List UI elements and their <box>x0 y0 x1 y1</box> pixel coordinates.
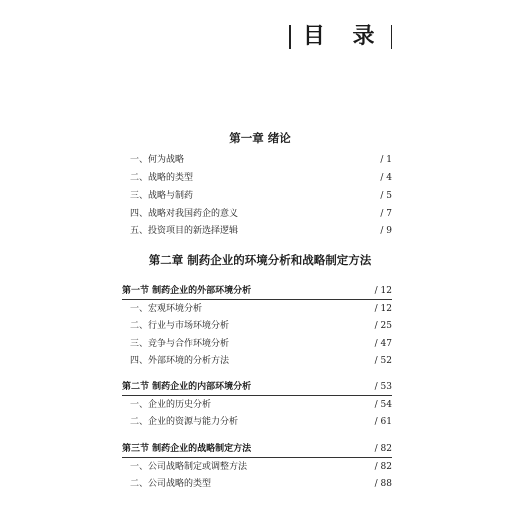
toc-entry[interactable] <box>122 353 392 369</box>
toc-entry-label: 一、公司战略制定或调整方法 <box>130 462 248 472</box>
toc-entry-page: / 5 <box>380 191 392 201</box>
toc-entry-label: 四、战略对我国药企的意义 <box>130 209 239 219</box>
toc-entry[interactable] <box>122 188 392 204</box>
toc-entry[interactable] <box>122 318 392 334</box>
toc-entry-label: 三、竞争与合作环境分析 <box>130 339 230 349</box>
section-entry[interactable] <box>122 283 392 299</box>
section-entry-page: / 53 <box>374 382 392 392</box>
toc-entry-page: / 12 <box>374 304 392 314</box>
toc-entry-label: 二、行业与市场环境分析 <box>130 321 230 331</box>
toc-entry[interactable] <box>122 206 392 222</box>
toc-entry-page: / 1 <box>380 155 392 165</box>
toc-entry[interactable] <box>122 170 392 186</box>
toc-entry-page: / 61 <box>374 417 392 427</box>
section-entry-label: 第二节 制药企业的内部环境分析 <box>122 382 252 392</box>
toc-entry[interactable] <box>122 152 392 168</box>
toc-entry-label: 三、战略与制药 <box>130 191 194 201</box>
toc-entry-label: 一、企业的历史分析 <box>130 400 212 410</box>
chapter-1-heading: 第一章 绪论 <box>229 131 291 145</box>
toc-entry[interactable] <box>122 476 392 492</box>
section-entry-label: 第三节 制药企业的战略制定方法 <box>122 444 252 454</box>
toc-title: 目 录 <box>302 24 385 49</box>
section-entry-page: / 82 <box>374 444 392 454</box>
toc-entry-page: / 88 <box>374 479 392 489</box>
toc-entry-page: / 54 <box>374 400 392 410</box>
toc-header <box>289 22 392 52</box>
toc-entry[interactable] <box>122 459 392 475</box>
chapter-2-heading: 第二章 制药企业的环境分析和战略制定方法 <box>148 253 372 267</box>
toc-entry-label: 五、投资项目的新选择逻辑 <box>130 226 239 236</box>
toc-entry[interactable] <box>122 397 392 413</box>
section-entry-label: 第一节 制药企业的外部环境分析 <box>122 286 252 296</box>
section-divider <box>122 457 392 458</box>
toc-entry-label: 四、外部环境的分析方法 <box>130 356 230 366</box>
toc-entry-label: 一、宏观环境分析 <box>130 304 203 314</box>
toc-entry-label: 二、公司战略的类型 <box>130 479 212 489</box>
toc-entry[interactable] <box>122 414 392 430</box>
section-entry[interactable] <box>122 441 392 457</box>
section-entry[interactable] <box>122 379 392 395</box>
toc-entry-page: / 4 <box>380 173 392 183</box>
toc-entry-page: / 52 <box>374 356 392 366</box>
toc-entry-page: / 7 <box>380 209 392 219</box>
section-divider <box>122 395 392 396</box>
title-right-bar <box>391 25 393 49</box>
section-entry-page: / 12 <box>374 286 392 296</box>
toc-entry-page: / 9 <box>380 226 392 236</box>
toc-entry[interactable] <box>122 301 392 317</box>
title-left-bar <box>289 25 291 49</box>
toc-entry[interactable] <box>122 336 392 352</box>
toc-entry-label: 二、战略的类型 <box>130 173 194 183</box>
toc-entry[interactable] <box>122 223 392 239</box>
toc-entry-page: / 25 <box>374 321 392 331</box>
toc-entry-label: 二、企业的资源与能力分析 <box>130 417 239 427</box>
toc-entry-page: / 82 <box>374 462 392 472</box>
toc-entry-label: 一、何为战略 <box>130 155 185 165</box>
toc-entry-page: / 47 <box>374 339 392 349</box>
section-divider <box>122 299 392 300</box>
